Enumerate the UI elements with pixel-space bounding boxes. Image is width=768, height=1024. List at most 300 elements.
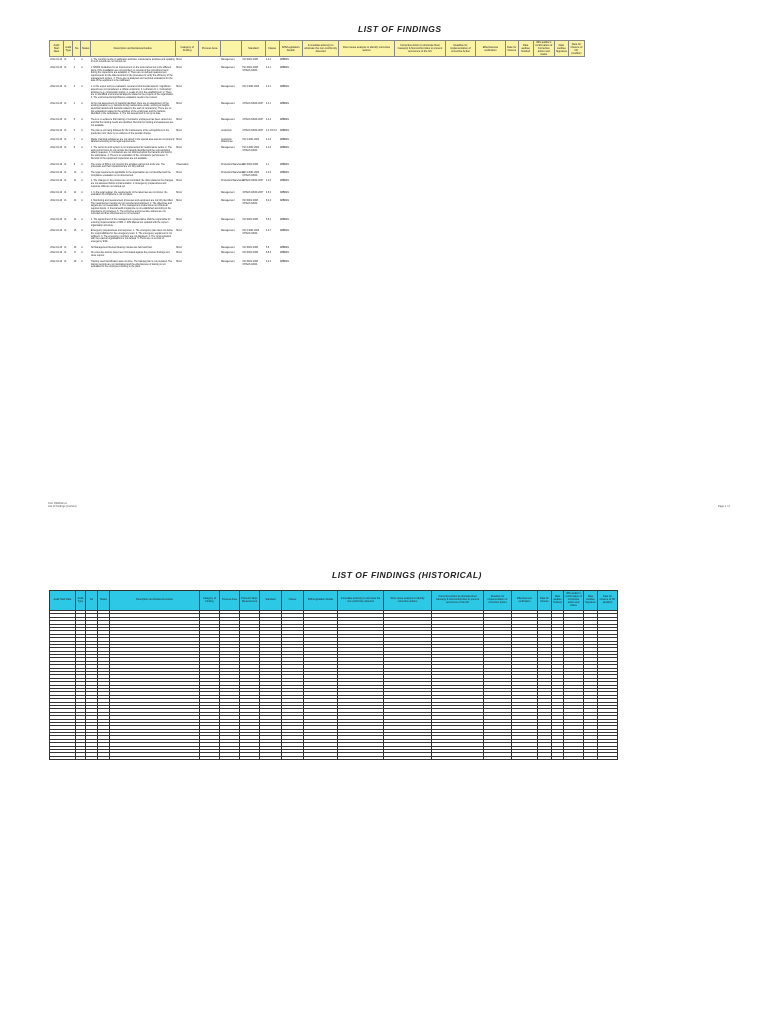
cell-cat: Minor [176, 86, 183, 89]
cell-empty [568, 259, 584, 270]
cell-empty [446, 198, 476, 217]
cell-area: Management [221, 58, 235, 61]
cell-area: Production/Warehouse [221, 172, 245, 174]
page-title-historical: LIST OF FINDINGS (HISTORICAL) [332, 570, 482, 580]
cell-date: 2012-04-16 [50, 58, 63, 61]
cell-desc: 1. At the expert and pre-evaluation, several environmental aspects / significant aspects are not considered: a. Waste emissions; b. Lubricant oil; c. Contractors' activities (e.g. construction works); d. Leaks of oil in the establishment. 2. There are no identified environmental aspects related to the projects of the organization. 3. The environmental significance evaluation needs to be revised. [90, 86, 174, 99]
cell-empty [533, 218, 554, 229]
column-header: Root cause analysis to identify corrective actions [384, 591, 432, 611]
cell-empty[interactable] [220, 756, 240, 759]
cell-st: A [81, 163, 83, 166]
table-row [50, 259, 585, 270]
cell-empty [339, 190, 395, 198]
cell-empty [505, 251, 518, 259]
cell-empty [518, 198, 533, 217]
cell-area: Management [221, 147, 235, 150]
cell-empty [446, 229, 476, 246]
cell-empty [475, 218, 505, 229]
cell-std: ISO 9001:2008 [242, 163, 258, 166]
cell-empty [339, 101, 395, 118]
cell-empty [518, 118, 533, 129]
column-header: Root cause analysis to identify corrective actions [339, 41, 395, 57]
cell-empty [518, 229, 533, 246]
cell-empty[interactable] [240, 756, 260, 759]
cell-empty [446, 65, 476, 84]
cell-ims: ABBREV [279, 230, 290, 233]
cell-cat: Minor [176, 147, 183, 150]
column-header: IMS/Legislation Details [279, 41, 302, 57]
footer-sheet-name: List of Findings (Current) [48, 505, 77, 509]
cell-st: A [81, 191, 83, 194]
cell-date: 2012-04-16 [50, 86, 63, 89]
cell-empty [394, 198, 445, 217]
cell-ims: ABBREV [279, 219, 290, 222]
cell-area: Management [221, 252, 235, 255]
cell-empty [505, 198, 518, 217]
cell-empty [554, 171, 568, 179]
cell-std: ISO 9001:2008 [242, 252, 258, 255]
cell-empty [568, 179, 584, 190]
cell-empty [505, 65, 518, 84]
cell-empty [518, 179, 533, 190]
cell-proc [199, 57, 220, 66]
cell-std: ISO 9001:2008 OHSAS 18001 [242, 260, 258, 266]
cell-cl: 4.1 [265, 163, 270, 166]
cell-empty [339, 118, 395, 129]
cell-st: A [81, 130, 83, 133]
cell-cl: 4.4.6 [265, 138, 272, 141]
cell-empty [533, 57, 554, 66]
cell-desc: 1. The monthly trends on calibration activities, maintenance activities and updating of such records are not carried out. [90, 58, 175, 64]
cell-ims: ABBREV [279, 172, 290, 174]
cell-date: 2012-04-16 [50, 172, 63, 174]
cell-desc: 1. The changes in the process are not controlled; the risks related to the changes are not assessed before implementation. 2. Emergency preparedness and response drills are not carried out. [90, 180, 174, 188]
column-header: Status [98, 591, 110, 611]
cell-empty[interactable] [598, 756, 618, 759]
table-row [50, 57, 585, 66]
column-header: Category of Finding [200, 591, 220, 611]
cell-area: Management [221, 219, 235, 222]
cell-st: A [81, 102, 83, 105]
cell-empty [303, 162, 339, 170]
cell-st: A [81, 119, 83, 122]
cell-empty [554, 129, 568, 137]
column-header: Date Auditee Signature [554, 41, 568, 57]
cell-empty [518, 251, 533, 259]
cell-empty[interactable] [76, 756, 86, 759]
cell-no: 16 [73, 246, 77, 249]
cell-ims: ABBREV [279, 138, 290, 141]
cell-empty [518, 85, 533, 102]
cell-cl: 4.4.7/4.5.2 [265, 130, 277, 133]
cell-no: 8 [73, 147, 76, 150]
cell-type: IA [64, 66, 67, 69]
cell-empty [518, 57, 533, 66]
cell-empty [518, 129, 533, 137]
table-row [50, 190, 585, 198]
cell-empty [518, 162, 533, 170]
cell-empty [394, 129, 445, 137]
cell-type: IA [64, 252, 67, 255]
cell-empty [568, 57, 584, 66]
cell-empty [505, 129, 518, 137]
cell-ims: ABBREV [279, 180, 290, 183]
historical-findings-table [49, 590, 618, 760]
column-header: Date for Closure of NC (Auditor) [568, 41, 584, 57]
cell-cat: Minor [176, 252, 183, 255]
column-header: Immediate action(s) to eliminate the non-conformity detected [338, 591, 384, 611]
cell-st: A [81, 230, 83, 233]
cell-empty [533, 137, 554, 145]
cell-empty[interactable] [86, 756, 98, 759]
cell-proc [199, 85, 220, 102]
cell-cat: Minor [176, 199, 183, 202]
cell-empty [394, 85, 445, 102]
cell-empty [475, 162, 505, 170]
cell-empty[interactable] [564, 756, 584, 759]
cell-type: IA [64, 191, 67, 194]
cell-empty [475, 259, 505, 270]
cell-empty [518, 65, 533, 84]
cell-empty [394, 218, 445, 229]
cell-empty [533, 198, 554, 217]
table-row [50, 198, 585, 217]
cell-type: IA [64, 180, 67, 183]
table-row [50, 162, 585, 170]
footer-unit: Unit: 03/2012-xx [48, 502, 67, 505]
cell-area: Management [221, 102, 235, 105]
column-header: Deadline for implementation of corrective Action [484, 591, 512, 611]
cell-empty [568, 171, 584, 179]
cell-empty [533, 101, 554, 118]
cell-type: IA [64, 172, 67, 174]
cell-empty[interactable] [110, 756, 200, 759]
cell-std: OHSAS 18001:2007 [242, 119, 264, 122]
cell-empty [505, 171, 518, 179]
cell-type: IA [64, 219, 67, 222]
cell-empty [554, 229, 568, 246]
cell-desc: 1. In the legal register, the requirements of the latest law are not shown; the evaluation of compliance is not complete. [90, 191, 168, 197]
cell-empty [518, 171, 533, 179]
cell-empty [568, 251, 584, 259]
cell-empty [303, 146, 339, 163]
cell-no: 2 [73, 66, 76, 69]
cell-std: ISO 14001:2004 OHSAS 18001 [242, 147, 260, 152]
cell-cat: Minor [176, 102, 183, 105]
table-header-row [50, 41, 585, 57]
cell-empty [554, 162, 568, 170]
cell-empty [568, 129, 584, 137]
cell-area: production [221, 130, 232, 133]
cell-type: IA [64, 119, 67, 122]
cell-empty [533, 129, 554, 137]
cell-no: 13 [73, 199, 77, 202]
cell-empty [505, 190, 518, 198]
cell-date: 2012-04-16 [50, 102, 63, 105]
cell-empty [339, 57, 395, 66]
cell-empty [533, 190, 554, 198]
cell-empty[interactable] [538, 756, 552, 759]
cell-cat: Minor [176, 191, 183, 194]
cell-cl: 4.4.6 [265, 180, 272, 183]
cell-empty [533, 85, 554, 102]
cell-proc [199, 179, 220, 190]
cell-empty [303, 65, 339, 84]
cell-empty [303, 129, 339, 137]
cell-area: Production/Warehouse [221, 163, 245, 166]
cell-st: A [81, 219, 83, 222]
cell-empty [475, 229, 505, 246]
cell-empty [533, 171, 554, 179]
cell-empty [446, 190, 476, 198]
cell-empty[interactable] [552, 756, 564, 759]
cell-date: 2012-04-16 [50, 191, 63, 194]
cell-empty[interactable] [260, 756, 282, 759]
cell-empty [505, 179, 518, 190]
cell-st: A [81, 246, 83, 249]
cell-ims: ABBREV [279, 86, 290, 89]
cell-empty [303, 171, 339, 179]
cell-empty [518, 101, 533, 118]
table-row [50, 65, 585, 84]
cell-desc: The scope of IMS is not covering the activities carried out at the site. The processes and their interactions are not fully defined. [90, 163, 165, 169]
cell-type: IA [64, 138, 67, 141]
cell-proc [199, 137, 220, 145]
cell-empty [505, 118, 518, 129]
cell-proc [199, 190, 220, 198]
cell-ims: ABBREV [279, 191, 290, 194]
cell-empty [446, 259, 476, 270]
cell-cat: Minor [176, 172, 183, 174]
table-row [50, 85, 585, 102]
column-header: Audit Start Date [50, 591, 76, 611]
cell-cl: 4.4.2 [265, 119, 272, 122]
cell-proc [199, 65, 220, 84]
cell-empty [533, 65, 554, 84]
cell-no: 17 [73, 252, 77, 255]
footer-left [48, 502, 77, 508]
cell-empty [339, 218, 395, 229]
column-header: Standard [260, 591, 282, 611]
cell-empty [475, 198, 505, 217]
cell-empty [303, 85, 339, 102]
cell-empty [505, 162, 518, 170]
cell-empty [554, 101, 568, 118]
cell-empty [568, 190, 584, 198]
column-header: Date for Closure [538, 591, 552, 611]
cell-empty [475, 57, 505, 66]
cell-empty [554, 251, 568, 259]
cell-type: IA [64, 246, 67, 249]
cell-ims: ABBREV [279, 66, 290, 69]
cell-empty[interactable] [282, 756, 304, 759]
cell-no: 15 [73, 230, 77, 233]
column-header: No [86, 591, 98, 611]
cell-ims: ABBREV [279, 58, 290, 61]
cell-ims: ABBREV [279, 102, 290, 105]
cell-cat: Minor [176, 119, 183, 122]
cell-empty [554, 57, 568, 66]
table-row [50, 129, 585, 137]
cell-empty [554, 190, 568, 198]
column-header: Effectiveness verification [512, 591, 538, 611]
table-row [50, 756, 618, 759]
cell-date: 2012-04-16 [50, 246, 63, 249]
cell-cl: 4.2.1 [265, 66, 272, 69]
footer-page-number: Page 1 / 2 [718, 505, 730, 508]
column-header: Process Area [199, 41, 220, 57]
column-header [220, 41, 241, 57]
cell-area: Management [221, 260, 235, 263]
cell-area: Management [221, 191, 235, 194]
cell-desc: 1. The appointment of the management representative shall be responsible for ensuring implementation of IMS. 2. IMS Manual not updated with the current organisation structure. [90, 219, 171, 227]
column-header: Corrective Action to eliminate Root Cause(s) & Nonconformities to prevent recurrence of the NC [432, 591, 484, 611]
cell-empty[interactable] [98, 756, 110, 759]
cell-empty [533, 229, 554, 246]
cell-date: 2012-04-16 [50, 199, 63, 202]
cell-cl: 4.3.1 [265, 86, 272, 89]
cell-empty [568, 137, 584, 145]
cell-area: Management [221, 230, 235, 233]
cell-std: ISO 9001:2008 OHSAS 18001 [242, 66, 258, 72]
table-row [50, 251, 585, 259]
cell-cl: 8.5.2 [265, 252, 272, 255]
cell-date: 2012-04-16 [50, 252, 63, 255]
column-header: Standard [242, 41, 265, 57]
cell-cat: Minor [176, 219, 183, 222]
cell-empty [554, 259, 568, 270]
cell-desc: Training need identification was not done. The training plan is not prepared. The training records are not maintained and the effectiveness of training is not evaluated for the employees working in the plant. [90, 260, 173, 269]
page-title: LIST OF FINDINGS [358, 24, 442, 34]
cell-cl: 4.4.6 [265, 147, 272, 150]
cell-no: 5 [73, 119, 76, 122]
column-header: Audit Start Date [50, 41, 64, 57]
cell-type: IA [64, 130, 67, 133]
column-header: Effectiveness verification [475, 41, 505, 57]
cell-area: Management [221, 199, 235, 202]
cell-std: OHSAS 18001:2007 [242, 102, 264, 105]
table-row [50, 218, 585, 229]
cell-empty [394, 146, 445, 163]
cell-empty [533, 146, 554, 163]
cell-ims: ABBREV [279, 260, 290, 263]
cell-empty [554, 146, 568, 163]
cell-proc [199, 198, 220, 217]
cell-st: A [81, 180, 83, 183]
cell-proc [199, 118, 220, 129]
cell-date: 2012-04-16 [50, 260, 63, 263]
cell-date: 2012-04-16 [50, 147, 63, 150]
cell-desc: Emergency preparedness and response: 1. The emergency plan does not define the responsibilities for the emergency team. 2. The emergency equipment is not sufficient. 3. The emergency numbers are not displayed. 4. The communication with the external organisations is not defined. 5. There are no records of emergency drills. [90, 230, 173, 244]
cell-empty[interactable] [338, 756, 384, 759]
cell-area: Management [221, 246, 235, 249]
cell-empty [475, 171, 505, 179]
cell-empty[interactable] [432, 756, 484, 759]
cell-empty[interactable] [484, 756, 512, 759]
cell-empty [554, 137, 568, 145]
cell-empty [554, 65, 568, 84]
cell-proc [199, 218, 220, 229]
cell-std: ISO 14001:2004 [242, 138, 260, 141]
cell-empty [339, 137, 395, 145]
column-header: Deadline for implementation of corrective Action [446, 41, 476, 57]
cell-cl: 4.2.4 [265, 58, 272, 61]
cell-empty [394, 101, 445, 118]
cell-empty [394, 57, 445, 66]
cell-date: 2012-04-16 [50, 230, 63, 233]
cell-empty [446, 179, 476, 190]
cell-empty [339, 251, 395, 259]
cell-type: IA [64, 147, 67, 150]
cell-empty [568, 101, 584, 118]
cell-empty[interactable] [512, 756, 538, 759]
cell-cl: 8.2.3 [265, 199, 272, 202]
cell-empty [554, 85, 568, 102]
cell-ims: ABBREV [279, 119, 290, 122]
column-header: Date for Closure [505, 41, 518, 57]
column-header: Category of Finding [175, 41, 198, 57]
cell-empty [475, 85, 505, 102]
cell-date: 2012-04-16 [50, 119, 63, 122]
cell-no: 6 [73, 130, 76, 133]
cell-empty [533, 251, 554, 259]
cell-no: 18 [73, 260, 77, 263]
cell-empty [303, 251, 339, 259]
cell-empty [303, 190, 339, 198]
cell-desc: No corrective actions have been formulated against the previous findings and close reports. [90, 252, 170, 258]
cell-empty [446, 218, 476, 229]
cell-date: 2012-04-16 [50, 130, 63, 133]
cell-empty[interactable] [200, 756, 220, 759]
cell-empty [446, 101, 476, 118]
cell-empty [475, 118, 505, 129]
cell-proc [199, 162, 220, 170]
cell-date: 2012-04-16 [50, 163, 63, 166]
cell-empty[interactable] [584, 756, 598, 759]
cell-empty [533, 259, 554, 270]
cell-no: 14 [73, 219, 77, 222]
table-row [50, 171, 585, 179]
column-header: Audit Type [63, 41, 73, 57]
cell-empty [446, 251, 476, 259]
cell-empty [518, 218, 533, 229]
cell-empty [339, 171, 395, 179]
cell-empty[interactable] [384, 756, 432, 759]
cell-st: A [81, 252, 83, 255]
cell-type: IA [64, 86, 67, 89]
cell-area: Management [221, 86, 235, 89]
cell-empty [518, 259, 533, 270]
cell-empty[interactable] [304, 756, 338, 759]
cell-desc: At the risk assessment on hazards identified, there are no assessment of the existing situation (e.g. hazards during maintenance works, working at heights, electrical hazards and hazards related to the work of contractors). There are no risk evaluations related to the activities of the employees and the hazards identified in the workplaces. 2. The risk assessment is not up to date. [90, 102, 172, 116]
cell-empty [303, 229, 339, 246]
column-header: Date auditee finished [518, 41, 533, 57]
findings-table [49, 40, 585, 270]
cell-no: 7 [73, 138, 76, 141]
cell-empty [303, 137, 339, 145]
column-header: Audit Type [76, 591, 86, 611]
cell-empty [394, 259, 445, 270]
cell-empty[interactable] [50, 756, 76, 759]
cell-proc [199, 171, 220, 179]
cell-empty [339, 229, 395, 246]
column-header: Corrective Action to eliminate Root Cause(s) & Nonconformities to prevent recurrence of the NC [394, 41, 445, 57]
cell-area: production Warehouse [221, 138, 233, 144]
cell-std: ISO 9001:2008 OHSAS 18001 [242, 199, 258, 205]
cell-proc [199, 259, 220, 270]
cell-empty [475, 129, 505, 137]
cell-empty [518, 137, 533, 145]
